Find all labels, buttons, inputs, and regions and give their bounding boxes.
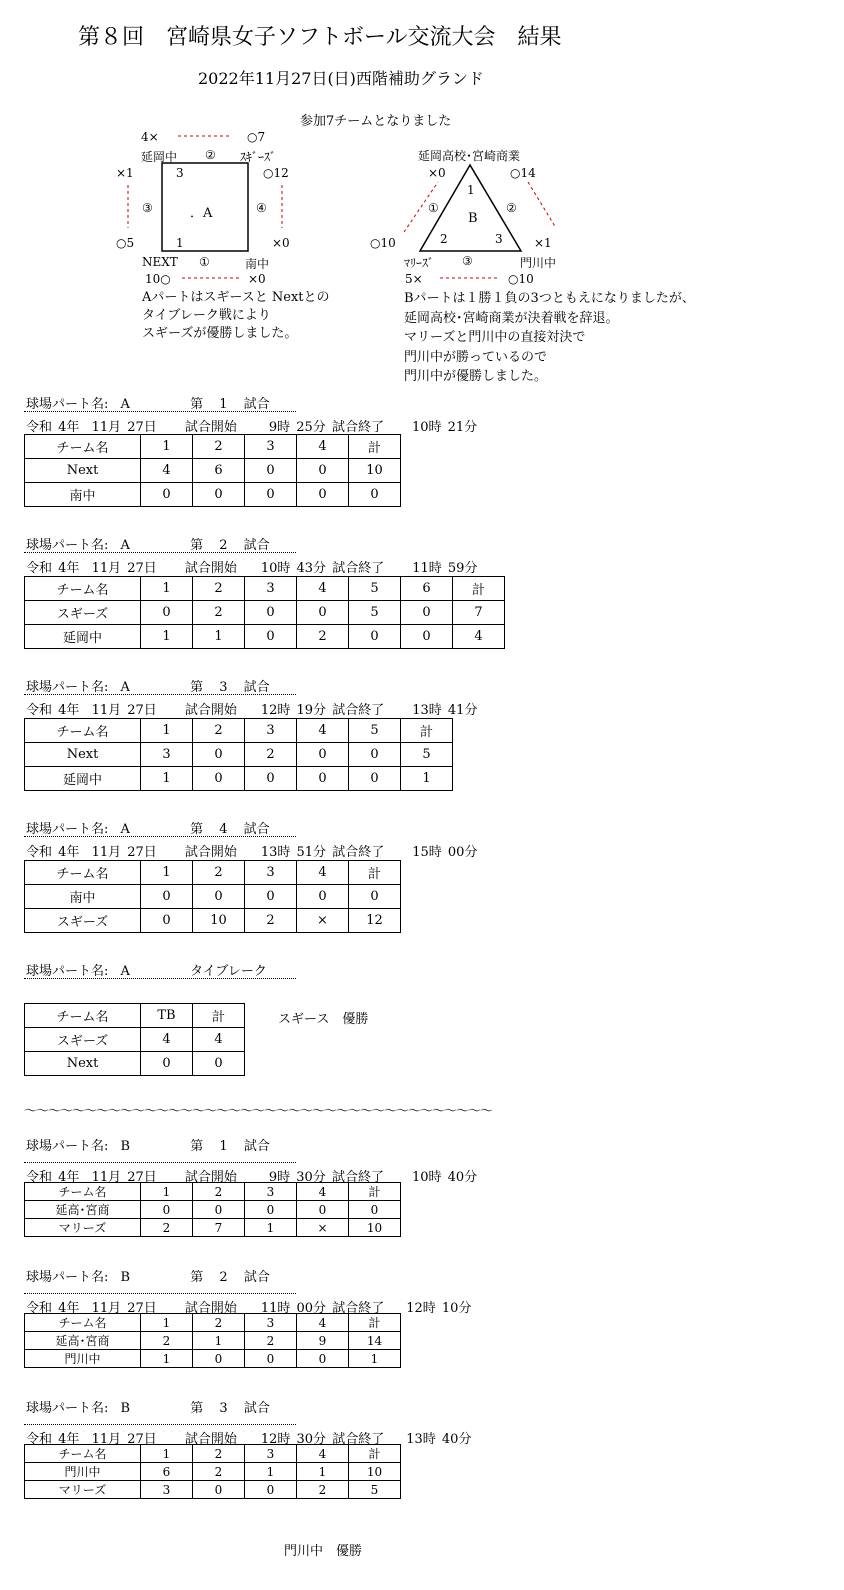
table-row: スギーズ 0 2 0 0 5 0 7 xyxy=(25,601,505,625)
game-date: 令和 4年 11月 27日 試合開始 12時 19分 試合終了 13時 41分 xyxy=(26,703,478,718)
header-rule xyxy=(24,1424,296,1425)
header-rule xyxy=(24,1162,296,1163)
b-left-result: ○10 xyxy=(370,236,396,250)
header-rule xyxy=(24,836,296,837)
header-rule xyxy=(24,694,296,695)
game-date: 令和 4年 11月 27日 試合開始 10時 43分 試合終了 11時 59分 xyxy=(26,561,478,576)
game-date: 令和 4年 11月 27日 試合開始 11時 00分 試合終了 12時 10分 xyxy=(26,1301,472,1316)
score-table xyxy=(24,1444,401,1499)
table-row: 南中 0 0 0 0 0 xyxy=(25,885,401,909)
final-result: 門川中 優勝 xyxy=(284,1544,363,1559)
game-header: 球場パート名: B 第 1 試合 xyxy=(26,1139,270,1154)
b-bottom-right-result: ○10 xyxy=(508,272,534,286)
a-note-line: スギーズが優勝しました。 xyxy=(142,326,298,341)
b-inner-top-num: 1 xyxy=(467,183,475,197)
a-match-left: ③ xyxy=(142,201,153,215)
table-row: 南中 0 0 0 0 0 xyxy=(25,483,401,507)
game-header: 球場パート名: A 第 4 試合 xyxy=(26,822,270,837)
table-row: 門川中 6 2 1 1 10 xyxy=(25,1463,401,1481)
a-match-right: ④ xyxy=(256,201,267,215)
b-top-left-result: ×0 xyxy=(428,166,446,180)
table-header-row: チーム名 1 2 3 4 計 xyxy=(25,1445,401,1463)
event-date-venue: 2022年11月27日(日)西階補助グランド xyxy=(198,69,484,88)
b-top-right-result: ○14 xyxy=(510,166,536,180)
a-note xyxy=(142,289,330,343)
table-header-row: チーム名 1 2 3 4 5 6 計 xyxy=(25,577,505,601)
table-row: 門川中 1 0 0 0 1 xyxy=(25,1350,401,1368)
a-team-bottom-right: 南中 xyxy=(245,257,270,271)
table-row: スギーズ 4 4 xyxy=(25,1028,245,1052)
table-row: 延高･宮商 0 0 0 0 0 xyxy=(25,1201,401,1219)
header-rule xyxy=(24,1293,296,1294)
a-left-upper-result: ×1 xyxy=(116,166,134,180)
b-inner-left-num: 2 xyxy=(440,232,448,246)
table-row: 延岡中 1 0 0 0 0 1 xyxy=(25,767,453,791)
table-row: 延高･宮商 2 1 2 9 14 xyxy=(25,1332,401,1350)
b-note-line: 門川中が勝っているので xyxy=(404,349,548,365)
header-rule xyxy=(24,411,296,412)
score-table xyxy=(24,434,401,507)
a-team-bottom-left: NEXT xyxy=(142,255,178,269)
participants-note: 参加7チームとなりました xyxy=(300,114,452,129)
a-right-lower-result: ×0 xyxy=(272,236,290,250)
score-table xyxy=(24,1182,401,1237)
b-team-bottom-right: 門川中 xyxy=(520,256,557,270)
b-note-line: 延岡高校･宮崎商業が決着戦を辞退。 xyxy=(404,310,619,326)
table-row: スギーズ 0 10 2 × 12 xyxy=(25,909,401,933)
table-row: マリーズ 3 0 0 2 5 xyxy=(25,1481,401,1499)
block-b-right-link xyxy=(528,182,556,228)
game-header: 球場パート名: A 第 1 試合 xyxy=(26,397,270,412)
a-bottom-left-result: 10○ xyxy=(145,272,171,286)
a-right-upper-result: ○12 xyxy=(263,166,289,180)
table-row: マリーズ 2 7 1 × 10 xyxy=(25,1219,401,1237)
game-date: 令和 4年 11月 27日 試合開始 9時 30分 試合終了 10時 40分 xyxy=(26,1170,478,1185)
page-title: 第８回 宮崎県女子ソフトボール交流大会 結果 xyxy=(78,25,562,50)
a-team-top-left: 延岡中 xyxy=(141,150,178,164)
a-inner-top-num: 3 xyxy=(176,166,184,180)
game-header: 球場パート名: B 第 3 試合 xyxy=(26,1401,270,1416)
table-header-row: チーム名 TB 計 xyxy=(25,1004,245,1028)
a-top-left-result: 4× xyxy=(141,130,159,144)
b-note-line: 門川中が優勝しました。 xyxy=(404,369,548,384)
score-table xyxy=(24,718,453,791)
table-header-row: チーム名 1 2 3 4 計 xyxy=(25,1314,401,1332)
b-match-right: ② xyxy=(506,201,517,215)
game-header: 球場パート名: A 第 3 試合 xyxy=(26,680,270,695)
score-table xyxy=(24,1313,401,1368)
b-note xyxy=(404,289,695,387)
b-center-label: B xyxy=(468,211,478,226)
score-table xyxy=(24,576,505,649)
game-date: 令和 4年 11月 27日 試合開始 9時 25分 試合終了 10時 21分 xyxy=(26,420,478,435)
table-header-row: チーム名 1 2 3 4 計 xyxy=(25,1183,401,1201)
a-match-top: ② xyxy=(205,148,216,162)
table-row: Next 0 0 xyxy=(25,1052,245,1076)
b-team-top: 延岡高校･宮崎商業 xyxy=(418,149,521,163)
score-table xyxy=(24,860,401,933)
header-rule xyxy=(24,552,296,553)
game-date: 令和 4年 11月 27日 試合開始 13時 51分 試合終了 15時 00分 xyxy=(26,845,478,860)
a-left-lower-result: ○5 xyxy=(116,236,135,250)
a-note-line: Aパートはスギースと Nextとの xyxy=(142,290,330,305)
b-match-left: ① xyxy=(428,201,439,215)
b-right-result: ×1 xyxy=(534,236,552,250)
b-inner-right-num: 3 xyxy=(495,232,503,246)
a-inner-bottom-num: 1 xyxy=(176,236,184,250)
score-table xyxy=(24,1003,245,1076)
table-header-row: チーム名 1 2 3 4 計 xyxy=(25,435,401,459)
table-row: Next 4 6 0 0 10 xyxy=(25,459,401,483)
a-bottom-right-result: ×0 xyxy=(248,272,266,286)
header-rule xyxy=(24,978,296,979)
a-match-bottom: ① xyxy=(199,255,210,269)
table-row: Next 3 0 2 0 0 5 xyxy=(25,743,453,767)
b-match-bottom: ③ xyxy=(462,254,473,268)
game-header: 球場パート名: A タイブレーク xyxy=(26,964,267,979)
table-header-row: チーム名 1 2 3 4 5 計 xyxy=(25,719,453,743)
b-bottom-left-result: 5× xyxy=(405,272,423,286)
a-center-label: ．A xyxy=(190,206,213,221)
game-date: 令和 4年 11月 27日 試合開始 12時 30分 試合終了 13時 40分 xyxy=(26,1432,472,1447)
b-note-line: Bパートは１勝１負の3つともえになりましたが、 xyxy=(404,291,695,306)
a-top-right-result: ○7 xyxy=(247,130,266,144)
b-note-line: マリーズと門川中の直接対決で xyxy=(404,330,586,345)
tiebreak-result: スギース 優勝 xyxy=(278,1012,369,1027)
table-row: 延岡中 1 1 0 2 0 0 4 xyxy=(25,625,505,649)
game-header: 球場パート名: A 第 2 試合 xyxy=(26,538,270,553)
table-header-row: チーム名 1 2 3 4 計 xyxy=(25,861,401,885)
game-header: 球場パート名: B 第 2 試合 xyxy=(26,1270,270,1285)
b-team-bottom-left: ﾏﾘｰｽﾞ xyxy=(404,256,435,270)
a-note-line: タイブレーク戦により xyxy=(142,308,271,323)
a-team-top-right: ｽｷﾞｰｽﾞ xyxy=(240,150,277,164)
section-separator: ～～～～～～～～～～～～～～～～～～～～～～～～～～～～～～～～～～～～～～～ xyxy=(24,1104,493,1119)
